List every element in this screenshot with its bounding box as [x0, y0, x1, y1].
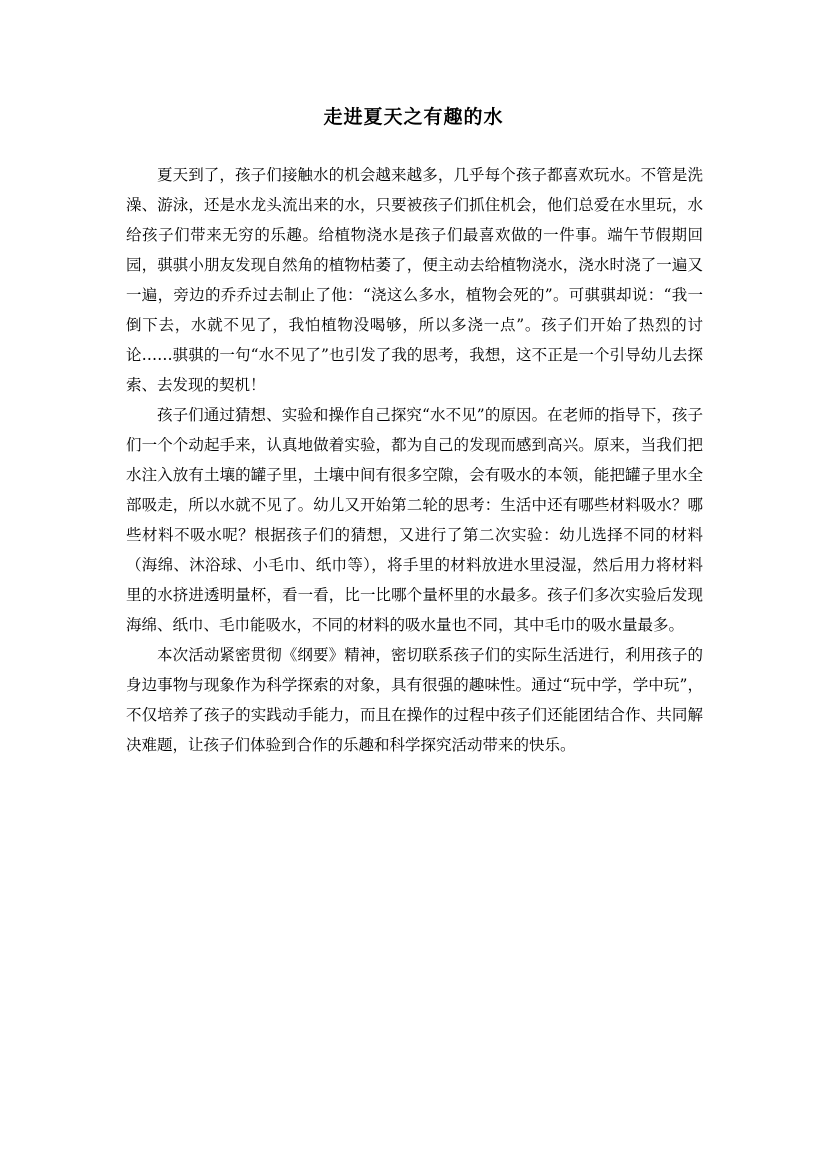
document-body — [126, 160, 703, 760]
document-title: 走进夏天之有趣的水 — [323, 106, 504, 128]
paragraph-2: 孩子们通过猜想、实验和操作自己探究“水不见”的原因。在老师的指导下，孩子们一个个动起手来，认真地做着实验，都为自己的发现而感到高兴。原来，当我们把水注入放有土壤的罐子里，土壤中间有很多空隙，会有吸水的本领，能把罐子里水全部吸走，所以水就不见了。幼儿又开始第二轮的思考：生活中还有哪些材料吸水？哪些材料不吸水呢？根据孩子们的猜想，又进行了第二次实验：幼儿选择不同的材料（海绵、沐浴球、小毛巾、纸巾等），将手里的材料放进水里浸湿，然后用力将材料里的水挤进透明量杯，看一看，比一比哪个量杯里的水最多。孩子们多次实验后发现海绵、纸巾、毛巾能吸水，不同的材料的吸水量也不同，其中毛巾的吸水量最多。 — [126, 406, 703, 634]
paragraph-3: 本次活动紧密贯彻《纲要》精神，密切联系孩子们的实际生活进行，利用孩子的身边事物与现象作为科学探索的对象，具有很强的趣味性。通过“玩中学，学中玩”，不仅培养了孩子的实践动手能力，而且在操作的过程中孩子们还能团结合作、共同解决难题，让孩子们体验到合作的乐趣和科学探究活动带来的快乐。 — [126, 646, 703, 754]
paragraph-1: 夏天到了，孩子们接触水的机会越来越多，几乎每个孩子都喜欢玩水。不管是洗澡、游泳，还是水龙头流出来的水，只要被孩子们抓住机会，他们总爱在水里玩，水给孩子们带来无穷的乐趣。给植物浇水是孩子们最喜欢做的一件事。端午节假期回园，骐骐小朋友发现自然角的植物枯萎了，便主动去给植物浇水，浇水时浇了一遍又一遍，旁边的乔乔过去制止了他：“浇这么多水，植物会死的”。可骐骐却说：“我一倒下去，水就不见了，我怕植物没喝够，所以多浇一点”。孩子们开始了热烈的讨论……骐骐的一句“水不见了”也引发了我的思考，我想，这不正是一个引导幼儿去探索、去发现的契机！ — [126, 166, 703, 394]
